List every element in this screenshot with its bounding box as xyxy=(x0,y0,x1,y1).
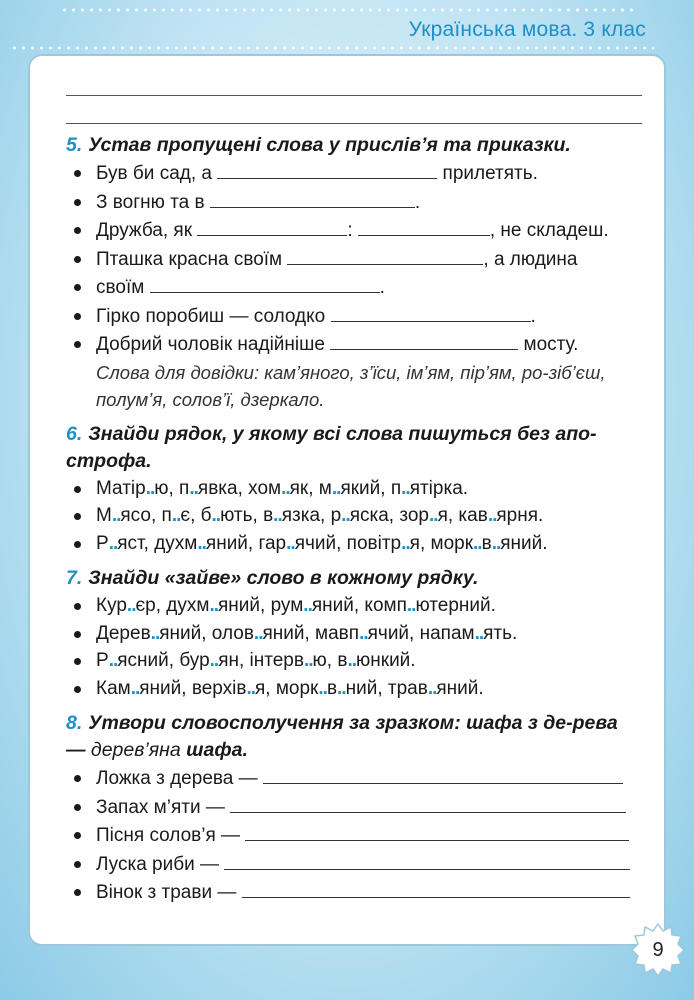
item-text: Пташка красна своїм xyxy=(96,248,283,270)
item-text: Дружба, як xyxy=(96,220,193,241)
fill-blank[interactable] xyxy=(358,216,490,236)
item-text: З вогню та в xyxy=(96,191,205,213)
item-text: . xyxy=(530,305,536,327)
task-text: Устав пропущені слова у прислів’я та приказки. xyxy=(88,134,571,156)
word-fragment: яний. xyxy=(436,677,484,699)
word-fragment: я, морк xyxy=(409,532,474,554)
word-fragment: ю, в xyxy=(312,650,348,671)
answer-blank[interactable] xyxy=(224,850,630,870)
letter-gap[interactable]: .. xyxy=(359,622,368,644)
word-fragment: Кам xyxy=(96,677,131,699)
word-fragment: явка, хом xyxy=(197,477,282,499)
letter-gap[interactable]: .. xyxy=(347,650,357,671)
word-fragment: єр, духм xyxy=(135,595,210,616)
answer-blank[interactable] xyxy=(242,878,630,898)
item-text: Добрий чоловік надійніше xyxy=(96,334,325,355)
word-fragment: який, п xyxy=(340,477,402,499)
task-7 xyxy=(66,565,642,702)
example-noun: шафа. xyxy=(186,739,248,761)
list-item xyxy=(66,850,642,879)
fill-blank[interactable] xyxy=(330,330,518,350)
letter-gap[interactable]: .. xyxy=(406,595,416,616)
letter-gap[interactable]: .. xyxy=(337,677,346,699)
word-fragment: ний, трав xyxy=(345,677,428,699)
word-fragment: ячий, напам xyxy=(367,622,475,644)
letter-gap[interactable]: .. xyxy=(150,622,160,644)
answer-blank[interactable] xyxy=(245,821,629,841)
word-fragment: в xyxy=(481,532,492,554)
item-text: , а людина xyxy=(483,248,578,270)
word-fragment: ясний, бур xyxy=(117,650,210,671)
decor-dots-header xyxy=(10,46,654,50)
item-text: Вінок з трави — xyxy=(96,882,237,903)
list-item xyxy=(66,675,642,703)
letter-gap[interactable]: .. xyxy=(318,677,327,699)
item-text: Пісня солов’я — xyxy=(96,825,241,846)
task-8 xyxy=(66,710,642,907)
example-adjective: дерев’яна xyxy=(90,739,181,761)
worksheet-card xyxy=(28,54,666,946)
letter-gap[interactable]: .. xyxy=(286,532,295,554)
word-fragment: Р xyxy=(96,532,109,554)
letter-gap[interactable]: .. xyxy=(209,595,219,616)
task-text: Знайди рядок, у якому всі слова пишуться без апо-строфа. xyxy=(66,422,597,472)
word-fragment: яст, духм xyxy=(117,532,198,554)
word-fragment: язка, р xyxy=(281,505,342,526)
list-item-continuation xyxy=(66,273,642,302)
list-item xyxy=(66,764,642,793)
task-number: 6. xyxy=(66,422,83,445)
word-fragment: як, м xyxy=(289,477,332,499)
word-fragment: М xyxy=(96,505,112,526)
word-fragment: ютерний. xyxy=(415,595,496,616)
letter-gap[interactable]: .. xyxy=(331,477,341,499)
task-6 xyxy=(66,421,642,558)
letter-gap[interactable]: .. xyxy=(273,505,282,526)
word-fragment: яска, зор xyxy=(349,505,429,526)
item-text: своїм xyxy=(96,277,145,298)
word-fragment: ять. xyxy=(483,622,518,644)
fill-blank[interactable] xyxy=(217,159,437,179)
fill-blank[interactable] xyxy=(150,273,380,293)
letter-gap[interactable]: .. xyxy=(209,650,219,671)
word-fragment: Дерев xyxy=(96,622,151,644)
task-title xyxy=(66,710,642,764)
letter-gap[interactable]: .. xyxy=(130,677,140,699)
item-text: Був би сад, а xyxy=(96,163,212,184)
task-text: Знайди «зайве» слово в кожному рядку. xyxy=(88,567,479,589)
letter-gap[interactable]: .. xyxy=(491,532,501,554)
word-fragment: яний, рум xyxy=(218,595,304,616)
word-fragment: яний, комп xyxy=(311,595,407,616)
list-item xyxy=(66,302,642,331)
page-header-title: Українська мова. 3 клас xyxy=(408,18,646,41)
task-5 xyxy=(66,132,642,413)
letter-gap[interactable]: .. xyxy=(211,505,221,526)
letter-gap[interactable]: .. xyxy=(246,677,256,699)
word-fragment: ють, в xyxy=(220,505,274,526)
list-item xyxy=(66,188,642,217)
letter-gap[interactable]: .. xyxy=(473,532,482,554)
decor-dots-top xyxy=(60,8,634,12)
list-item xyxy=(66,647,642,675)
letter-gap[interactable]: .. xyxy=(474,622,484,644)
item-text: : xyxy=(347,220,353,241)
task-number: 8. xyxy=(66,712,83,734)
letter-gap[interactable]: .. xyxy=(108,532,118,554)
letter-gap[interactable]: .. xyxy=(253,622,263,644)
list-item xyxy=(66,878,642,907)
word-fragment: я, морк xyxy=(255,677,319,699)
word-fragment: в xyxy=(326,677,338,699)
list-item xyxy=(66,245,642,274)
word-fragment: яний, гар xyxy=(205,532,287,554)
list-item xyxy=(66,502,642,530)
letter-gap[interactable]: .. xyxy=(126,595,136,616)
task-title xyxy=(66,565,642,592)
answer-blank[interactable] xyxy=(230,793,626,813)
letter-gap[interactable]: .. xyxy=(427,677,437,699)
word-fragment: Кур xyxy=(96,595,127,616)
page-number: 9 xyxy=(652,938,664,961)
letter-gap[interactable]: .. xyxy=(197,532,206,554)
letter-gap[interactable]: .. xyxy=(341,505,350,526)
letter-gap[interactable]: .. xyxy=(145,477,155,499)
word-fragment: ятірка. xyxy=(409,477,469,499)
list-item xyxy=(66,216,642,245)
list-item xyxy=(66,159,642,188)
list-item xyxy=(66,475,642,503)
list-item xyxy=(66,620,642,648)
word-fragment: юнкий. xyxy=(356,650,416,671)
word-fragment: яний, олов xyxy=(159,622,254,644)
letter-gap[interactable]: .. xyxy=(111,505,121,526)
item-text: Луска риби — xyxy=(96,853,219,875)
word-fragment: ю, п xyxy=(154,477,190,499)
fill-blank[interactable] xyxy=(331,302,531,322)
task-number: 5. xyxy=(66,134,83,156)
task-title xyxy=(66,132,642,159)
task-text: Утвори словосполучення за зразком: шафа з де-рева — xyxy=(66,712,618,761)
item-text: Запах м’яти — xyxy=(96,796,225,818)
word-fragment: ян, інтерв xyxy=(218,650,304,671)
letter-gap[interactable]: .. xyxy=(303,595,312,616)
letter-gap[interactable]: .. xyxy=(171,505,181,526)
item-text: . xyxy=(379,277,385,298)
item-text: , не складеш. xyxy=(489,220,609,241)
item-text: прилетять. xyxy=(442,163,538,184)
word-fragment: Р xyxy=(96,650,109,671)
task-number: 7. xyxy=(66,567,83,589)
word-fragment: яний, мавп xyxy=(262,622,360,644)
fill-blank[interactable] xyxy=(197,216,347,236)
letter-gap[interactable]: .. xyxy=(429,505,438,526)
fill-blank[interactable] xyxy=(287,245,483,265)
word-fragment: яний, верхів xyxy=(139,677,247,699)
item-text: мосту. xyxy=(523,334,579,355)
letter-gap[interactable]: .. xyxy=(108,650,118,671)
list-item xyxy=(66,592,642,620)
letter-gap[interactable]: .. xyxy=(401,532,410,554)
letter-gap[interactable]: .. xyxy=(281,477,290,499)
help-words: Слова для довідки: кам’яного, з’їси, ім’ям, пір’ям, ро-зіб’єш, полум’я, солов’ї, дзеркало. xyxy=(96,361,606,410)
list-item xyxy=(66,793,642,822)
item-text: Ложка з дерева — xyxy=(96,768,258,789)
word-fragment: Матір xyxy=(96,477,146,499)
answer-line xyxy=(66,102,642,124)
item-text: . xyxy=(414,191,421,213)
answer-line xyxy=(66,74,642,96)
word-fragment: ясо, п xyxy=(120,505,172,526)
letter-gap[interactable]: .. xyxy=(487,505,497,526)
letter-gap[interactable]: .. xyxy=(401,477,410,499)
list-item xyxy=(66,530,642,558)
letter-gap[interactable]: .. xyxy=(303,650,313,671)
word-fragment: є, б xyxy=(180,505,212,526)
word-fragment: ярня. xyxy=(496,505,544,526)
item-text: Гірко поробиш — солодко xyxy=(96,305,326,327)
word-fragment: яний. xyxy=(500,532,548,554)
word-fragment: я, кав xyxy=(437,505,488,526)
letter-gap[interactable]: .. xyxy=(189,477,198,499)
fill-blank[interactable] xyxy=(210,188,415,208)
task-title xyxy=(66,421,642,475)
answer-blank[interactable] xyxy=(263,764,623,784)
word-fragment: ячий, повітр xyxy=(294,532,402,554)
list-item xyxy=(66,821,642,850)
list-item xyxy=(66,330,642,359)
